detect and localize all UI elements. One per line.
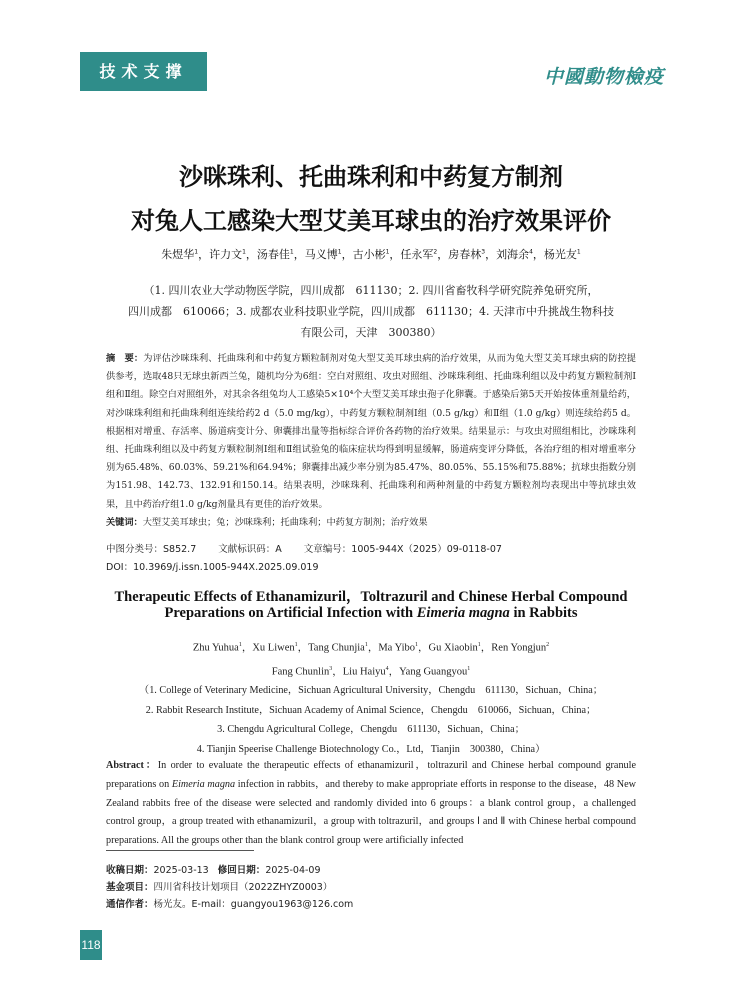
- author-name: Fang Chunlin: [271, 666, 330, 677]
- footnote-divider: [106, 850, 254, 851]
- cn-keywords-text: 大型艾美耳球虫；兔；沙咪珠利；托曲珠利；中药复方制剂；治疗效果: [142, 516, 428, 528]
- author-affil-mark: 3: [481, 248, 486, 256]
- author-name: Yang Guangyou: [399, 666, 468, 677]
- cn-abstract: [106, 350, 636, 532]
- en-title-pre: Preparations on Artificial Infection with: [164, 605, 417, 621]
- clc-value: S852.7: [163, 544, 197, 555]
- author-name: 许力文: [209, 248, 243, 261]
- en-affil-line: 2. Rabbit Research Institute，Sichuan Academy of Animal Science，Chengdu 610066，Sichuan，China；: [145, 704, 597, 716]
- cn-author-list: 朱煜华$^1$，许力文$^1$，汤春佳$^1$，马义博$^1$，古小彬$^1$，任永军$^2$，房春林$^3$，刘海余$^4$，杨光友$^1$: [161, 248, 581, 261]
- clc-label: 中图分类号：: [106, 544, 164, 555]
- en-title-line2: [0, 605, 742, 622]
- revised-label: 修回日期：: [217, 865, 266, 876]
- author-name: Ren Yongjun: [491, 642, 547, 654]
- author-name: 古小彬: [352, 248, 386, 261]
- fund-label: 基金项目：: [106, 882, 154, 893]
- author-affil-mark: 1: [242, 248, 246, 256]
- section-tab: 技术支撑: [80, 52, 207, 91]
- fund-value: 四川省科技计划项目（2022ZHYZ0003）: [153, 882, 333, 893]
- en-abstract-species: Eimeria magna: [171, 778, 236, 790]
- journal-logo: 中國動物檢疫: [543, 66, 664, 88]
- doi-line[interactable]: DOI：10.3969/j.issn.1005-944X.2025.09.019: [106, 562, 319, 573]
- author-affil-mark: 1: [467, 665, 471, 672]
- author-affil-mark: 1: [337, 248, 342, 256]
- author-affil-mark: 3: [329, 665, 333, 672]
- cn-abstract-label: 摘 要：: [106, 353, 144, 364]
- received-label: 收稿日期：: [106, 865, 154, 876]
- received-date: 2025-03-13: [153, 865, 209, 876]
- article-no-value: 1005-944X（2025）09-0118-07: [351, 544, 502, 555]
- en-abstract-pre: In order to evaluate the therapeutic effects of ethanamizuril，toltrazuril and Chinese herbal compound granule preparations on: [106, 760, 636, 790]
- en-title-species: Eimeria magna: [416, 605, 510, 621]
- en-title-line1: Therapeutic Effects of Ethanamizuril，Toltrazuril and Chinese Herbal Compound: [114, 589, 628, 605]
- author-name: Ma Yibo: [378, 642, 415, 654]
- en-abstract: [106, 757, 636, 851]
- author-affil-mark: 1: [477, 642, 481, 648]
- author-affil-mark: 4: [385, 665, 389, 672]
- revised-date: 2025-04-09: [265, 865, 321, 876]
- author-name: 马义博: [304, 248, 338, 261]
- author-name: Liu Haiyu: [342, 666, 386, 677]
- footnote-fund: [106, 879, 636, 893]
- author-name: Tang Chunjia: [308, 642, 365, 654]
- en-affil-line: 3. Chengdu Agricultural College，Chengdu 611130，Sichuan，China；: [217, 724, 525, 735]
- footnote-correspondence: [106, 896, 636, 910]
- article-no-label: 文章编号：: [303, 544, 352, 555]
- author-affil-mark: 1: [238, 642, 242, 648]
- author-name: 汤春佳: [256, 248, 290, 261]
- author-name: 杨光友: [543, 248, 577, 261]
- en-authors-line2: Fang Chunlin$^3$，Liu Haiyu$^4$，Yang Guangyou$^1$: [271, 665, 471, 677]
- en-affiliations: [100, 681, 642, 759]
- en-author-list: [140, 635, 602, 682]
- page-number: 118: [80, 930, 102, 960]
- cn-affiliations: [100, 280, 642, 343]
- author-affil-mark: 1: [385, 248, 390, 256]
- cn-abstract-text: 为评估沙咪珠利、托曲珠利和中药复方颗粒制剂对兔大型艾美耳球虫病的治疗效果，从而为兔大型艾美耳球虫病的防控提供参考，选取48只无球虫新西兰兔，随机均分为6组：空白对照组、攻虫对照组、沙咪珠利组、托曲珠利组以及中药复方颗粒制剂Ⅰ组和Ⅱ组。除空白对照组外，对其余各组兔均人工感染5×10⁴个大型艾美耳球虫孢子化卵囊。于感染后第5天开始按体重剂量给药，对沙咪珠利组和托曲珠利组连续给药2 d（5.0 mg/kg），中药复方颗粒制剂Ⅰ组（0.5 g/kg）和Ⅱ组（1.0 g/kg）则连续给药5 d。根据相对增重、存活率、肠道病变计分、卵囊排出量等指标综合评价各药物的治疗效果。结果显示：与攻虫对照组相比，沙咪珠利组、托曲珠利组以及中药复方颗粒制剂Ⅰ组和Ⅱ组试验兔的临床症状均得到明显缓解，肠道病变评分降低，各治疗组的相对增重率分别为65.48%、60.03%、59.21%和64.94%；卵囊排出减少率分别为85.47%、80.05%、55.15%和75.88%；抗球虫指数分别为151.98、142.73、132.91和150.14。结果表明，沙咪珠利、托曲珠利和两种剂量的中药复方颗粒剂均表现出中等抗球虫效果，且中药治疗组1.0 g/kg剂量具有更佳的治疗效果。: [106, 353, 636, 510]
- classification-line: [106, 541, 636, 555]
- author-name: Zhu Yuhua: [192, 642, 239, 654]
- en-abstract-label: Abstract：: [106, 760, 158, 771]
- author-name: Gu Xiaobin: [428, 642, 478, 654]
- cn-affil-line: 四川成都 610066；3. 成都农业科技职业学院，四川成都 611130；4. 天津市中升挑战生物科技: [128, 305, 614, 318]
- en-affil-line: （1. College of Veterinary Medicine，Sichuan Agricultural University，Chengdu 611130，Sichuan，China；: [139, 685, 603, 696]
- author-name: 房春林: [448, 248, 482, 261]
- author-name: 刘海余: [496, 248, 530, 261]
- corr-value[interactable]: 杨光友。E-mail：guangyou1963@126.com: [153, 899, 354, 910]
- cn-keywords-label: 关键词：: [106, 516, 143, 528]
- author-name: Xu Liwen: [252, 642, 295, 654]
- author-affil-mark: 4: [529, 248, 533, 256]
- author-affil-mark: 1: [294, 642, 298, 648]
- author-name: 任永军: [400, 248, 434, 261]
- author-affil-mark: 2: [433, 248, 438, 256]
- cn-title-line1: 沙咪珠利、托曲珠利和中药复方制剂: [179, 163, 563, 191]
- cn-title-line2: 对兔人工感染大型艾美耳球虫的治疗效果评价: [131, 207, 611, 235]
- en-abstract-post: infection in rabbits，and thereby to make appropriate efforts in response to the disease，48 New Zealand rabbits free of the disease were selected and randomly divided into 6 groups：a blank control group，a challenged control group，a group treated with ethanamizuril，a group with toltrazuril，and groups Ⅰ and Ⅱ with Chinese herbal compound preparations. All the groups other than the blank control group were artificially infected: [106, 778, 636, 847]
- author-name: 朱煜华: [161, 248, 195, 261]
- author-affil-mark: 1: [194, 248, 199, 256]
- footnote-dates: [106, 862, 636, 876]
- author-affil-mark: 1: [289, 248, 294, 256]
- cn-keywords: [106, 514, 636, 532]
- author-affil-mark: 1: [415, 642, 418, 648]
- corr-label: 通信作者：: [106, 899, 154, 910]
- author-affil-mark: 1: [364, 642, 368, 648]
- author-affil-mark: 1: [576, 248, 581, 256]
- author-affil-mark: 2: [546, 642, 550, 648]
- en-affil-line: 4. Tianjin Speerise Challenge Biotechnology Co.，Ltd，Tianjin 300380，China）: [196, 743, 546, 755]
- doc-code-value: A: [275, 544, 282, 555]
- en-authors-line1: Zhu Yuhua$^1$，Xu Liwen$^1$，Tang Chunjia$^1$，Ma Yibo$^1$，Gu Xiaobin$^1$，Ren Yongjun$^2$: [192, 642, 550, 654]
- doc-code-label: 文献标识码：: [218, 544, 276, 555]
- en-title-post: in Rabbits: [509, 605, 578, 621]
- cn-affil-line: （1. 四川农业大学动物医学院，四川成都 611130；2. 四川省畜牧科学研究院养兔研究所，: [143, 284, 599, 297]
- cn-affil-line: 有限公司，天津 300380）: [300, 326, 442, 339]
